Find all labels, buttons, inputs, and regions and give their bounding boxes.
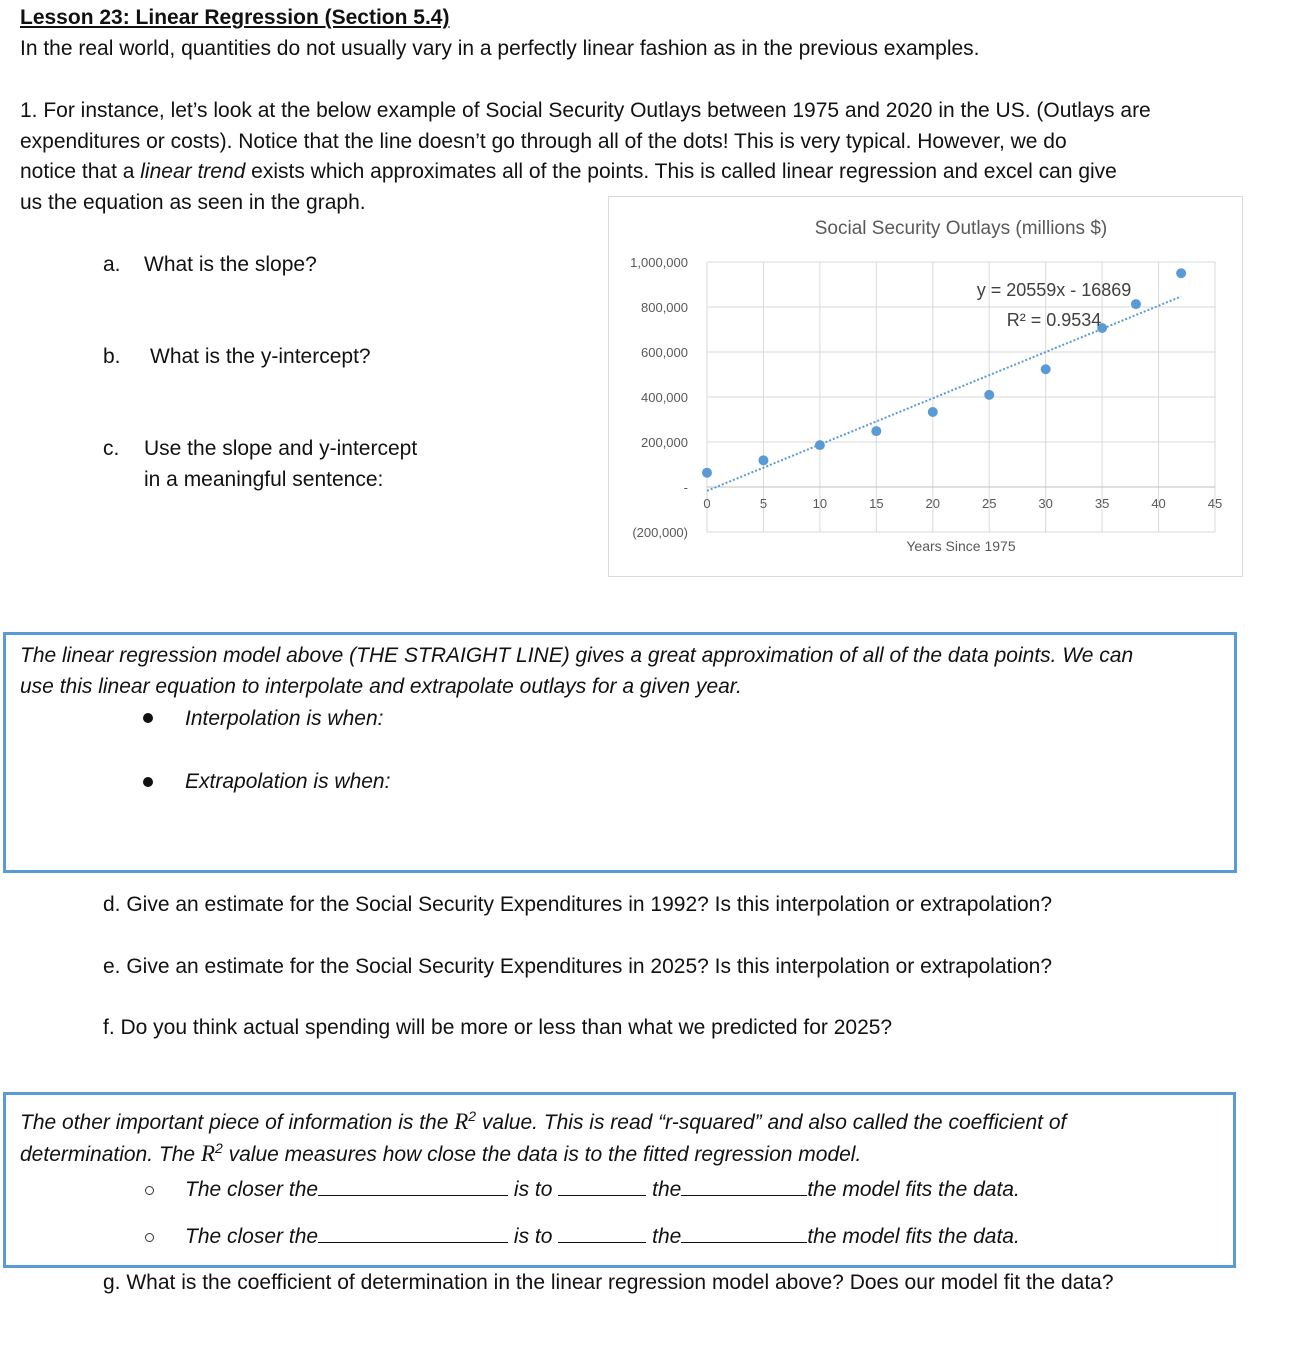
q1-line1: 1. For instance, let’s look at the below example of Social Security Outlays between 1975 and 2020 in the US. (Outlays are: [20, 99, 1151, 122]
blank-2[interactable]: [558, 1177, 646, 1196]
data-point: [984, 390, 994, 400]
scatter-chart: [608, 196, 1243, 577]
x-tick-label: 20: [925, 496, 941, 511]
blank-1[interactable]: [318, 1177, 508, 1196]
fill-in-line-2: The closer the is to the the model fits the data.: [185, 1225, 1020, 1248]
r-squared-label: R² = 0.9534: [1006, 310, 1102, 330]
blank-6[interactable]: [681, 1224, 807, 1243]
x-tick-label: 40: [1151, 496, 1166, 511]
data-point: [1176, 268, 1186, 278]
data-point: [758, 455, 768, 465]
q1-line3: notice that a linear trend exists which approximates all of the points. This is called linear regression and excel can give: [20, 160, 1117, 183]
y-tick-label: -: [683, 480, 688, 495]
data-point: [1131, 299, 1141, 309]
question-d: d. Give an estimate for the Social Security Expenditures in 1992? Is this interpolation or extrapolation?: [103, 893, 1053, 916]
question-c-text2: in a meaningful sentence:: [144, 468, 384, 491]
data-point: [871, 426, 881, 436]
q1-line4: us the equation as seen in the graph.: [20, 191, 366, 214]
circle-bullet-icon: [145, 1233, 154, 1242]
data-point: [928, 407, 938, 417]
question-b-text: What is the y-intercept?: [150, 345, 371, 368]
circle-bullet-icon: [145, 1186, 154, 1195]
box1-line1: The linear regression model above (THE STRAIGHT LINE) gives a great approximation of all of the data points. We can: [20, 644, 1134, 667]
box1-line2: use this linear equation to interpolate and extrapolate outlays for a given year.: [20, 675, 742, 698]
x-tick-label: 5: [759, 496, 768, 511]
blank-5[interactable]: [558, 1224, 646, 1243]
bullet-icon: [143, 713, 153, 723]
question-g: g. What is the coefficient of determination in the linear regression model above? Does our model fit the data?: [103, 1271, 1114, 1294]
page-title: Lesson 23: Linear Regression (Section 5.4): [20, 6, 450, 29]
interpolation-label: Interpolation is when:: [185, 707, 384, 730]
x-tick-label: 30: [1038, 496, 1053, 511]
linear-trend-emphasis: linear trend: [140, 160, 246, 183]
question-c-label: c.: [103, 437, 120, 460]
data-point: [702, 468, 712, 478]
x-axis-label: Years Since 1975: [906, 538, 1016, 554]
bullet-icon: [143, 777, 153, 787]
fill-in-line-1: The closer the is to the the model fits the data.: [185, 1178, 1020, 1201]
blank-4[interactable]: [318, 1224, 508, 1243]
y-tick-label: 1,000,000: [630, 255, 688, 270]
question-a-label: a.: [103, 253, 121, 276]
chart-title: Social Security Outlays (millions $): [814, 218, 1108, 239]
q1-line2: expenditures or costs). Notice that the line doesn’t go through all of the dots! This is very typical. However, we do: [20, 130, 1067, 153]
box2-line1: The other important piece of information is the $R^2$ value. This is read “r-squared” and also called the coefficient of: [20, 1108, 1067, 1134]
question-f: f. Do you think actual spending will be more or less than what we predicted for 2025?: [103, 1016, 893, 1039]
extrapolation-label: Extrapolation is when:: [185, 770, 391, 793]
blank-3[interactable]: [681, 1177, 807, 1196]
x-tick-label: 25: [981, 496, 997, 511]
x-tick-label: 0: [703, 496, 711, 511]
question-b-label: b.: [103, 345, 121, 368]
x-tick-label: 15: [869, 496, 884, 511]
question-a-text: What is the slope?: [144, 253, 317, 276]
box2-line2: determination. The $R^2$ value measures how close the data is to the fitted regression model.: [20, 1140, 862, 1166]
trendline-equation: y = 20559x - 16869: [976, 280, 1132, 300]
trendline: [707, 297, 1181, 491]
x-tick-label: 45: [1207, 496, 1223, 511]
chart-svg: [609, 197, 1242, 576]
question-e: e. Give an estimate for the Social Security Expenditures in 2025? Is this interpolation or extrapolation?: [103, 955, 1053, 978]
y-tick-label: 800,000: [641, 300, 688, 315]
y-tick-label: (200,000): [632, 525, 688, 540]
y-tick-label: 400,000: [641, 390, 688, 405]
y-tick-label: 200,000: [641, 435, 688, 450]
data-point: [815, 440, 825, 450]
question-c-text1: Use the slope and y-intercept: [144, 437, 418, 460]
data-point: [1041, 364, 1051, 374]
y-tick-label: 600,000: [641, 345, 688, 360]
x-tick-label: 10: [812, 496, 828, 511]
x-tick-label: 35: [1094, 496, 1110, 511]
intro-text: In the real world, quantities do not usually vary in a perfectly linear fashion as in the previous examples.: [20, 37, 980, 60]
